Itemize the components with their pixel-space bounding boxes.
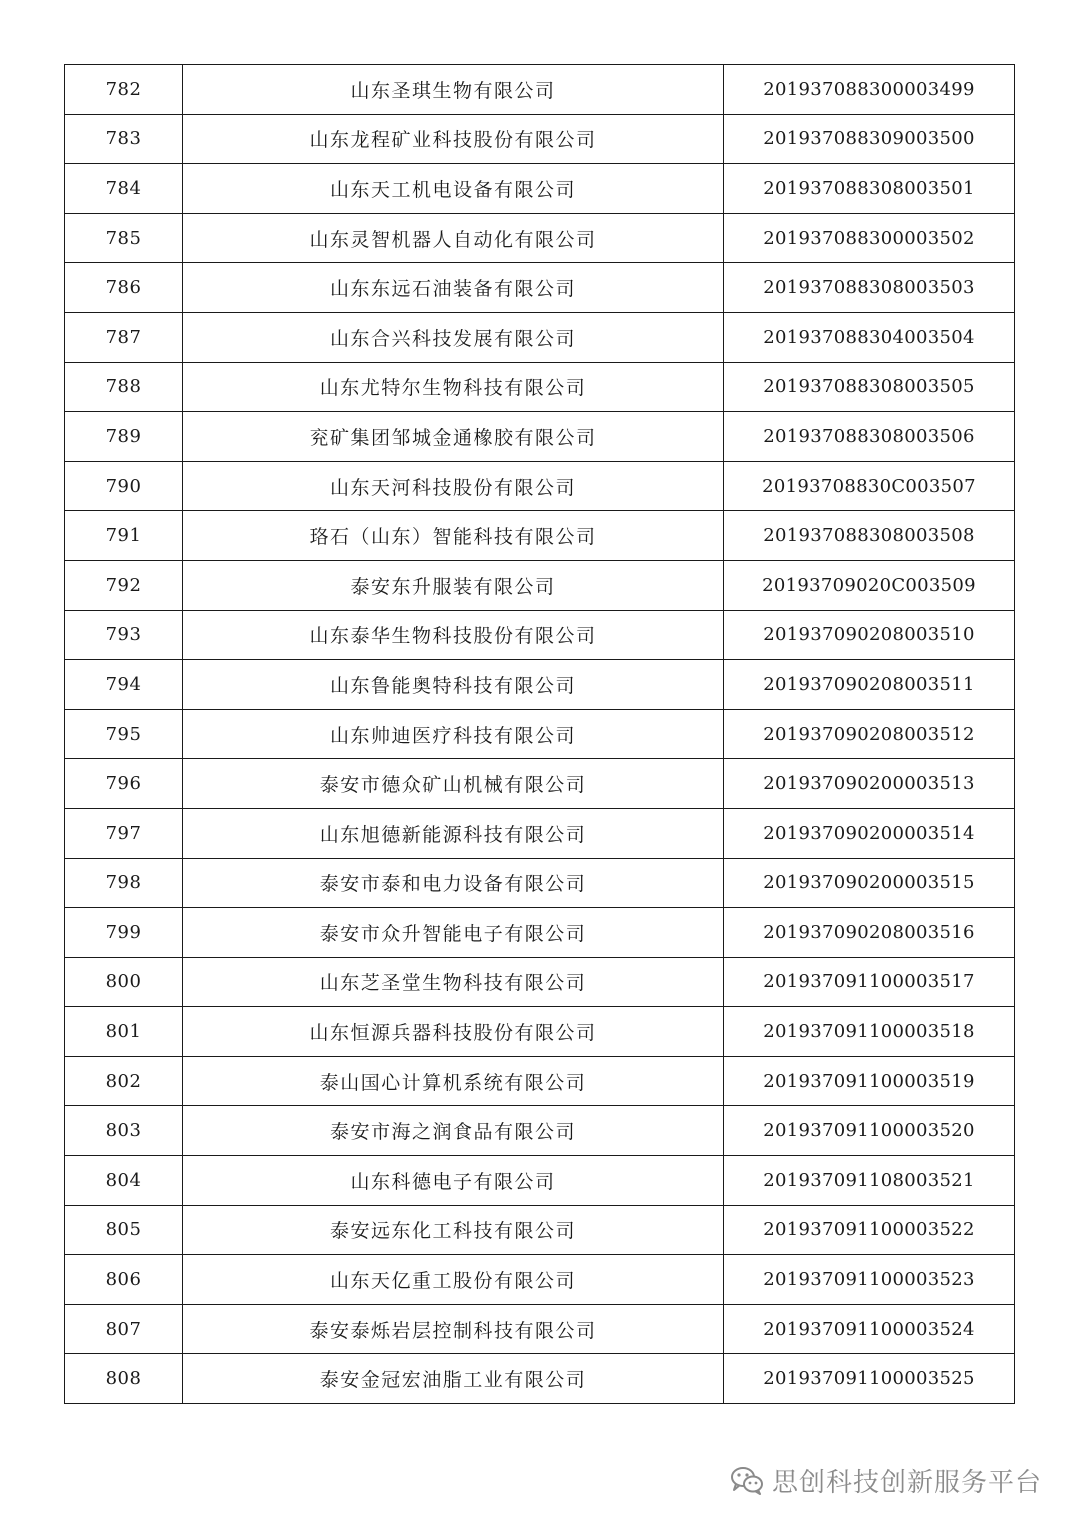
row-number-cell: 784 <box>65 164 183 214</box>
company-name-cell: 泰山国心计算机系统有限公司 <box>183 1056 724 1106</box>
table-row <box>65 1056 1015 1106</box>
company-name-cell: 山东灵智机器人自动化有限公司 <box>183 213 724 263</box>
table-row <box>65 1007 1015 1057</box>
table-row <box>65 114 1015 164</box>
table-row <box>65 213 1015 263</box>
table-row <box>65 263 1015 313</box>
table-row <box>65 461 1015 511</box>
registration-code-cell: 201937091100003523 <box>724 1255 1015 1305</box>
company-name-cell: 泰安市海之润食品有限公司 <box>183 1106 724 1156</box>
table-row <box>65 858 1015 908</box>
company-name-cell: 山东科德电子有限公司 <box>183 1156 724 1206</box>
row-number-cell: 786 <box>65 263 183 313</box>
row-number-cell: 798 <box>65 858 183 908</box>
company-name-cell: 山东天河科技股份有限公司 <box>183 461 724 511</box>
registration-code-cell: 201937091100003518 <box>724 1007 1015 1057</box>
company-name-cell: 山东天亿重工股份有限公司 <box>183 1255 724 1305</box>
registration-code-cell: 201937088308003508 <box>724 511 1015 561</box>
registration-code-cell: 201937090208003511 <box>724 660 1015 710</box>
row-number-cell: 799 <box>65 908 183 958</box>
registration-code-cell: 201937091100003517 <box>724 957 1015 1007</box>
company-name-cell: 山东芝圣堂生物科技有限公司 <box>183 957 724 1007</box>
registration-code-cell: 201937088308003501 <box>724 164 1015 214</box>
row-number-cell: 785 <box>65 213 183 263</box>
row-number-cell: 782 <box>65 65 183 115</box>
company-name-cell: 泰安金冠宏油脂工业有限公司 <box>183 1354 724 1404</box>
row-number-cell: 803 <box>65 1106 183 1156</box>
registration-code-cell: 201937091100003524 <box>724 1304 1015 1354</box>
table-row <box>65 312 1015 362</box>
registration-code-cell: 201937090200003513 <box>724 759 1015 809</box>
row-number-cell: 800 <box>65 957 183 1007</box>
company-table <box>64 64 1015 1404</box>
row-number-cell: 790 <box>65 461 183 511</box>
row-number-cell: 808 <box>65 1354 183 1404</box>
registration-code-cell: 201937091100003525 <box>724 1354 1015 1404</box>
company-name-cell: 山东东远石油装备有限公司 <box>183 263 724 313</box>
row-number-cell: 805 <box>65 1205 183 1255</box>
table-row <box>65 1255 1015 1305</box>
row-number-cell: 802 <box>65 1056 183 1106</box>
company-name-cell: 泰安远东化工科技有限公司 <box>183 1205 724 1255</box>
table-row <box>65 164 1015 214</box>
company-name-cell: 泰安市泰和电力设备有限公司 <box>183 858 724 908</box>
registration-code-cell: 201937090200003515 <box>724 858 1015 908</box>
company-name-cell: 山东泰华生物科技股份有限公司 <box>183 610 724 660</box>
company-name-cell: 山东圣琪生物有限公司 <box>183 65 724 115</box>
table-row <box>65 560 1015 610</box>
company-table-body <box>65 65 1015 1404</box>
row-number-cell: 783 <box>65 114 183 164</box>
registration-code-cell: 20193708830C003507 <box>724 461 1015 511</box>
table-row <box>65 908 1015 958</box>
company-name-cell: 山东恒源兵器科技股份有限公司 <box>183 1007 724 1057</box>
table-row <box>65 1304 1015 1354</box>
row-number-cell: 791 <box>65 511 183 561</box>
row-number-cell: 806 <box>65 1255 183 1305</box>
company-name-cell: 珞石（山东）智能科技有限公司 <box>183 511 724 561</box>
registration-code-cell: 201937091100003520 <box>724 1106 1015 1156</box>
table-row <box>65 412 1015 462</box>
company-name-cell: 山东帅迪医疗科技有限公司 <box>183 709 724 759</box>
table-row <box>65 709 1015 759</box>
company-name-cell: 山东旭德新能源科技有限公司 <box>183 808 724 858</box>
company-name-cell: 山东天工机电设备有限公司 <box>183 164 724 214</box>
registration-code-cell: 201937091100003519 <box>724 1056 1015 1106</box>
row-number-cell: 804 <box>65 1156 183 1206</box>
registration-code-cell: 20193709020C003509 <box>724 560 1015 610</box>
registration-code-cell: 201937090200003514 <box>724 808 1015 858</box>
company-name-cell: 山东龙程矿业科技股份有限公司 <box>183 114 724 164</box>
registration-code-cell: 201937090208003512 <box>724 709 1015 759</box>
registration-code-cell: 201937091100003522 <box>724 1205 1015 1255</box>
registration-code-cell: 201937088308003505 <box>724 362 1015 412</box>
registration-code-cell: 201937090208003516 <box>724 908 1015 958</box>
table-row <box>65 759 1015 809</box>
registration-code-cell: 201937088300003502 <box>724 213 1015 263</box>
registration-code-cell: 201937090208003510 <box>724 610 1015 660</box>
table-row <box>65 660 1015 710</box>
table-row <box>65 610 1015 660</box>
row-number-cell: 793 <box>65 610 183 660</box>
company-name-cell: 泰安市众升智能电子有限公司 <box>183 908 724 958</box>
row-number-cell: 789 <box>65 412 183 462</box>
row-number-cell: 807 <box>65 1304 183 1354</box>
company-name-cell: 山东尤特尔生物科技有限公司 <box>183 362 724 412</box>
wechat-icon <box>730 1465 764 1495</box>
row-number-cell: 794 <box>65 660 183 710</box>
table-row <box>65 1156 1015 1206</box>
watermark <box>730 1460 1042 1500</box>
row-number-cell: 796 <box>65 759 183 809</box>
registration-code-cell: 201937088308003503 <box>724 263 1015 313</box>
registration-code-cell: 201937088300003499 <box>724 65 1015 115</box>
row-number-cell: 787 <box>65 312 183 362</box>
company-name-cell: 兖矿集团邹城金通橡胶有限公司 <box>183 412 724 462</box>
table-row <box>65 362 1015 412</box>
row-number-cell: 792 <box>65 560 183 610</box>
watermark-text: 思创科技创新服务平台 <box>771 1467 1042 1498</box>
table-row <box>65 957 1015 1007</box>
registration-code-cell: 201937091108003521 <box>724 1156 1015 1206</box>
company-name-cell: 泰安泰烁岩层控制科技有限公司 <box>183 1304 724 1354</box>
table-row <box>65 1354 1015 1404</box>
registration-code-cell: 201937088309003500 <box>724 114 1015 164</box>
table-row <box>65 1106 1015 1156</box>
table-row <box>65 65 1015 115</box>
company-name-cell: 山东鲁能奥特科技有限公司 <box>183 660 724 710</box>
table-row <box>65 808 1015 858</box>
row-number-cell: 797 <box>65 808 183 858</box>
row-number-cell: 801 <box>65 1007 183 1057</box>
table-row <box>65 1205 1015 1255</box>
company-name-cell: 泰安市德众矿山机械有限公司 <box>183 759 724 809</box>
company-name-cell: 泰安东升服装有限公司 <box>183 560 724 610</box>
table-row <box>65 511 1015 561</box>
row-number-cell: 788 <box>65 362 183 412</box>
row-number-cell: 795 <box>65 709 183 759</box>
registration-code-cell: 201937088304003504 <box>724 312 1015 362</box>
registration-code-cell: 201937088308003506 <box>724 412 1015 462</box>
company-name-cell: 山东合兴科技发展有限公司 <box>183 312 724 362</box>
